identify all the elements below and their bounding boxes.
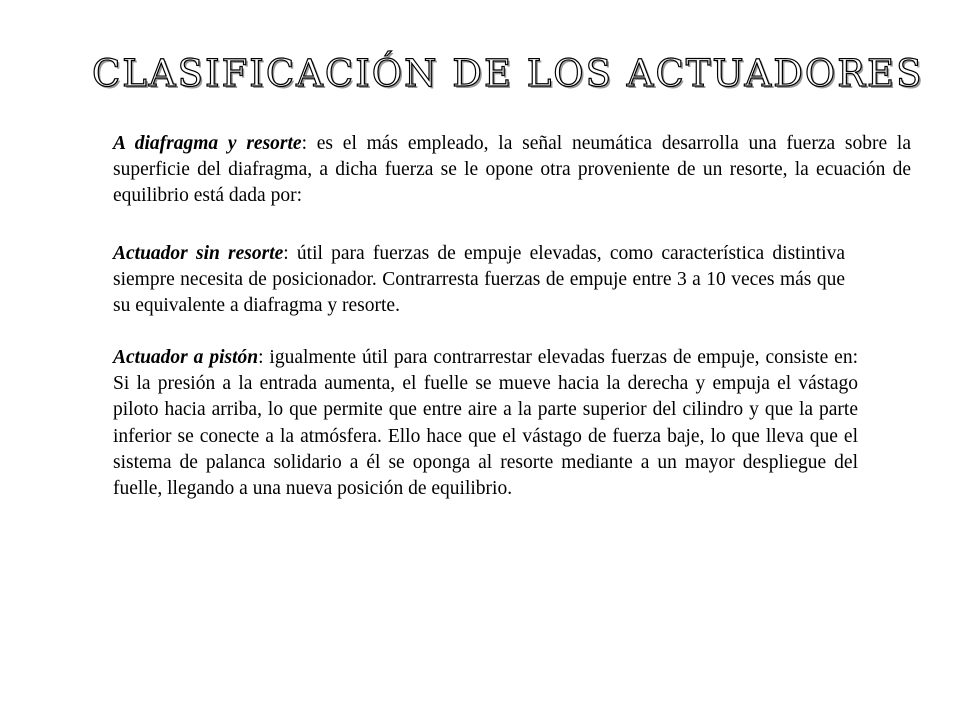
term-separator: : — [283, 243, 289, 264]
paragraph-text: es el más empleado, la señal neumática desarrolla una fuerza sobre la superficie del diafragma, a dicha fuerza se le opone otra proveniente de un resorte, la ecuación de equilibrio está dada por: — [113, 133, 911, 207]
term-separator: : — [301, 133, 307, 154]
paragraph-diafragma-resorte — [113, 131, 911, 210]
paragraph-text: útil para fuerzas de empuje elevadas, como característica distintiva siempre necesita de posicionador. Contrarresta fuerzas de empuje entre 3 a 10 veces más que su equivalente a diafragma y resorte. — [113, 243, 845, 317]
term-sin-resorte: Actuador sin resorte — [113, 243, 284, 264]
paragraph-text: igualmente útil para contrarrestar elevadas fuerzas de empuje, consiste en: Si la presión a la entrada aumenta, el fuelle se mueve hacia la derecha y empuja el vástago piloto hacia arriba, lo que permite que entre aire a la parte superior del cilindro y que la parte inferior se conecte a la atmósfera. Ello hace que el vástago de fuerza baje, lo que lleva que el sistema de palanca solidario a él se oponga al resorte mediante a un mayor despliegue del fuelle, llegando a una nueva posición de equilibrio. — [113, 347, 858, 500]
slide-title: CLASIFICACIÓN DE LOS ACTUADORES — [92, 52, 924, 95]
term-diafragma-resorte: A diafragma y resorte — [113, 133, 302, 154]
term-piston: Actuador a pistón — [113, 347, 259, 368]
term-separator: : — [258, 347, 264, 368]
paragraph-sin-resorte — [113, 241, 845, 320]
paragraph-piston — [113, 345, 858, 502]
